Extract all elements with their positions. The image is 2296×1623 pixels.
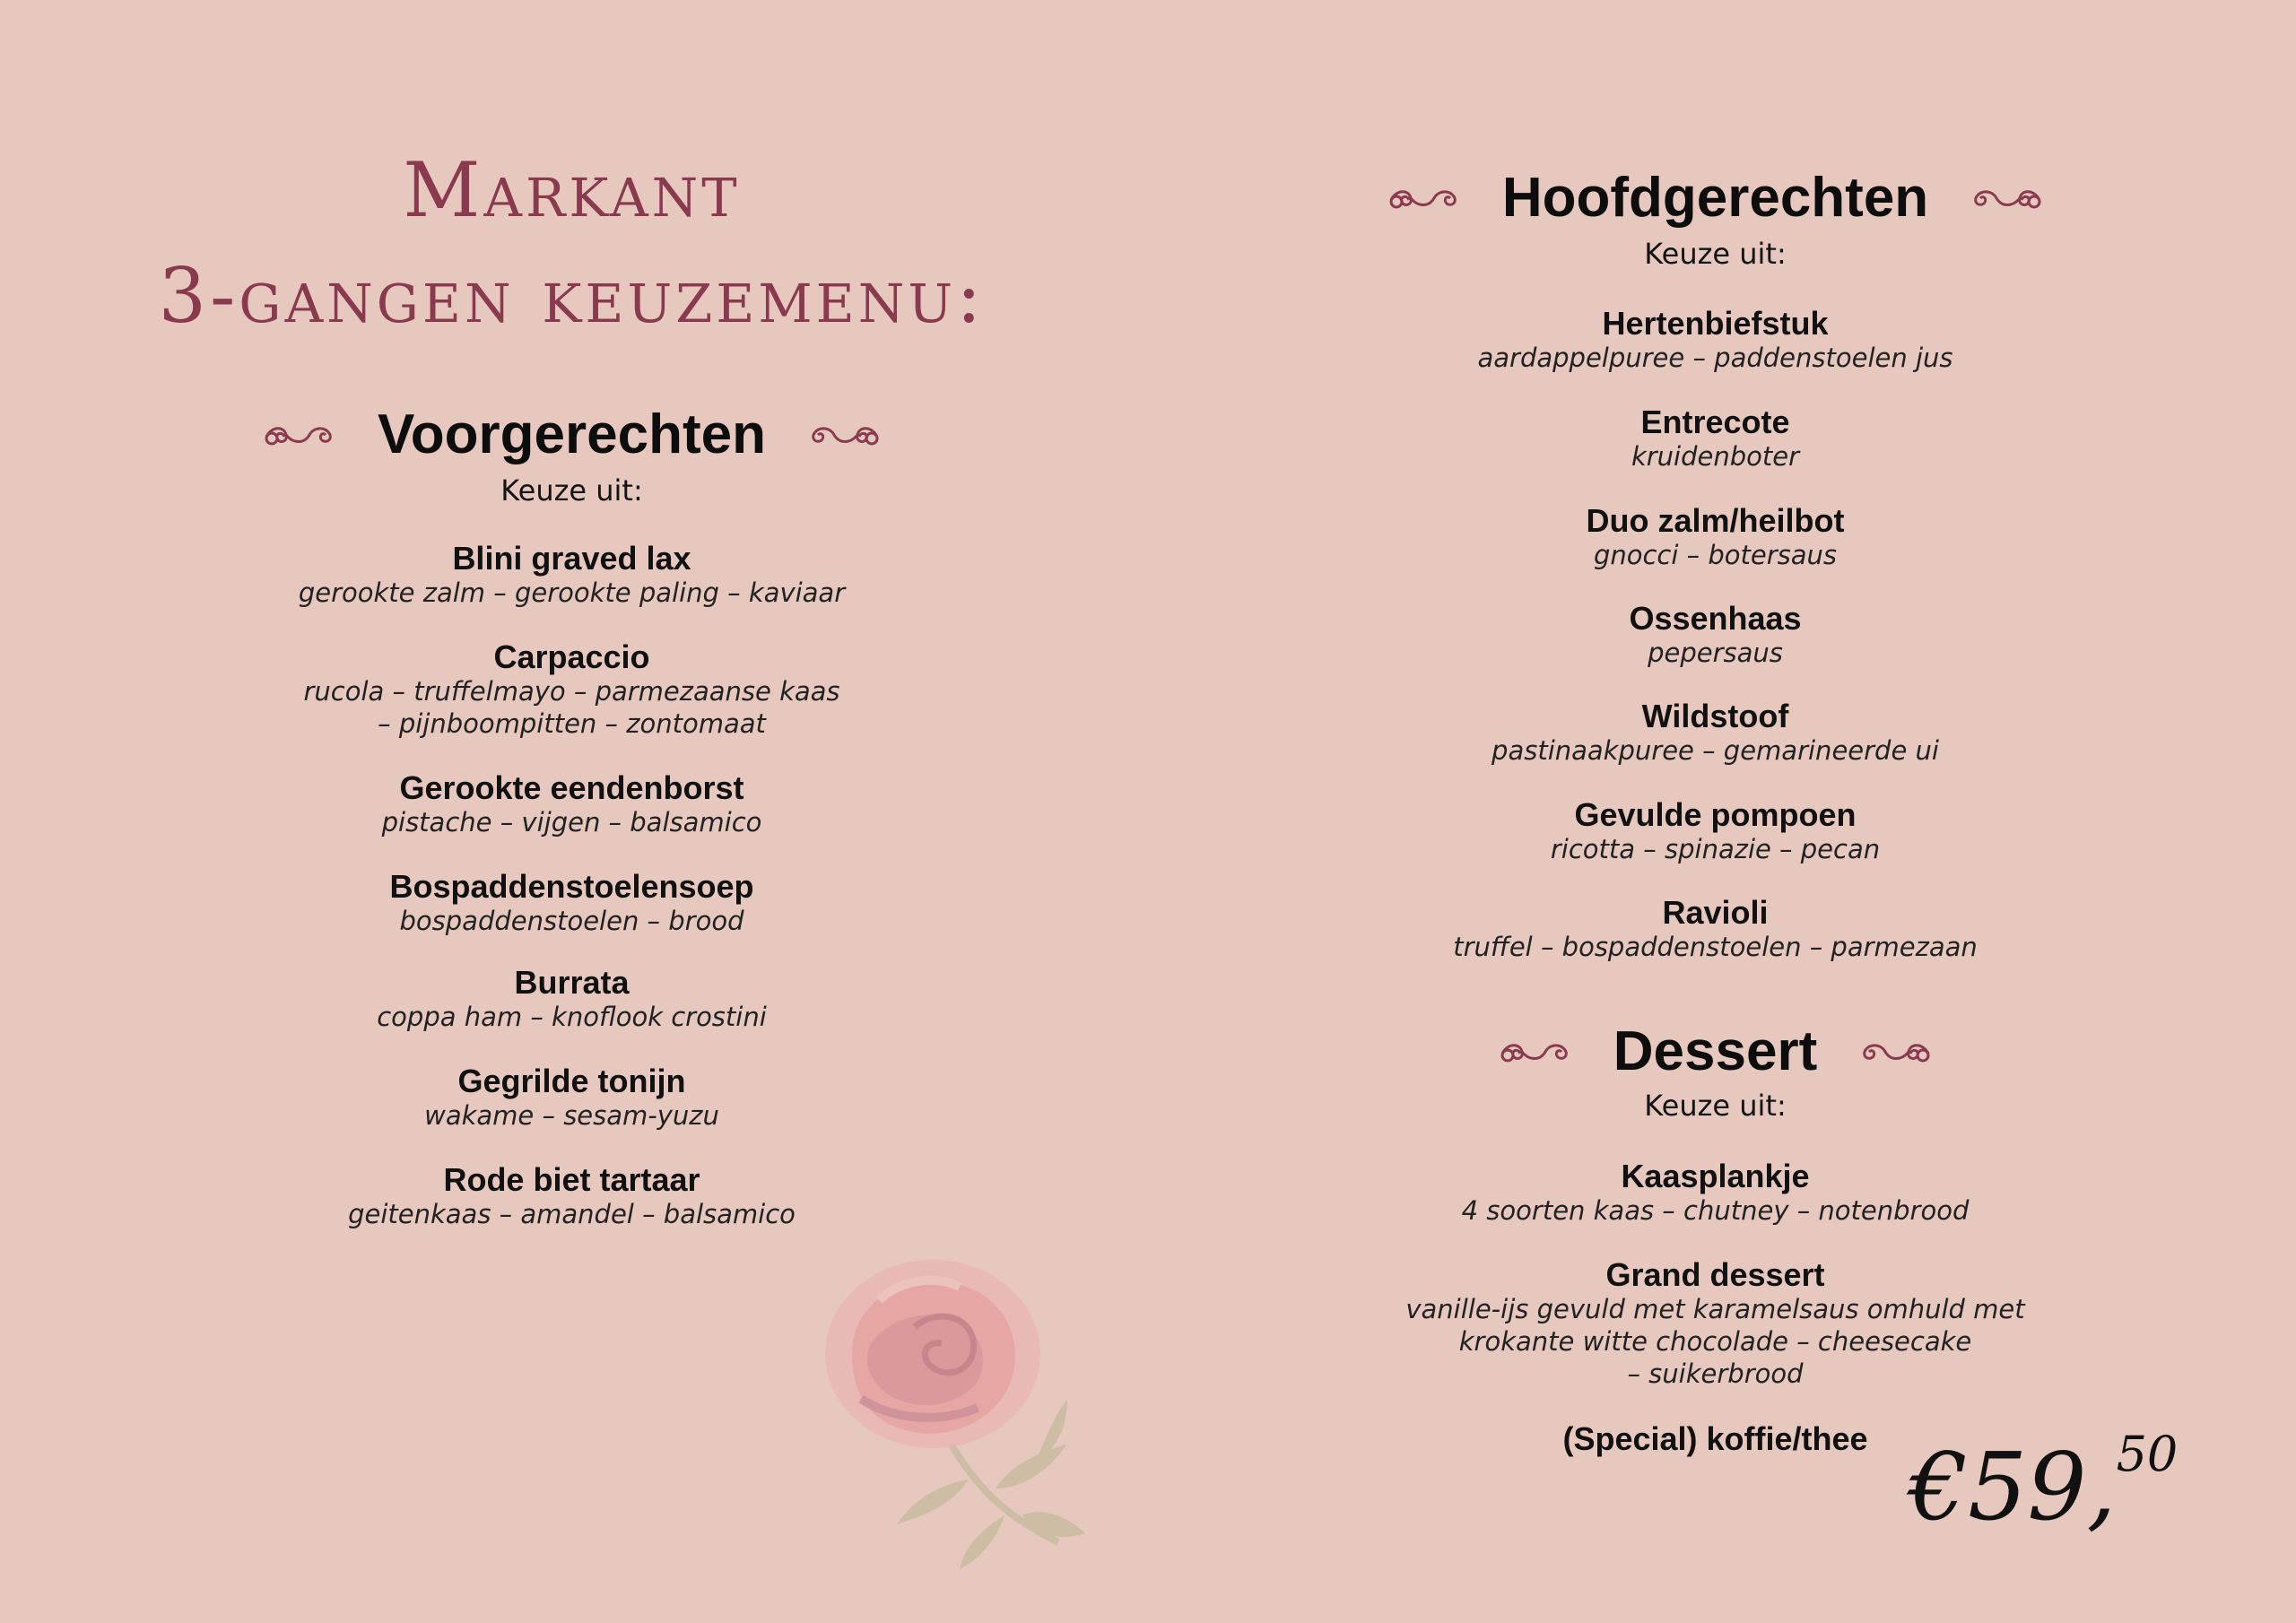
price-main: €59,: [1909, 1432, 2117, 1541]
item-name: Burrata: [514, 964, 630, 1001]
mains-title: Hoofdgerechten: [1501, 167, 1929, 229]
item-description: ricotta – spinazie – pecan: [1550, 834, 1881, 864]
item-description: gerookte zalm – gerookte paling – kaviaar: [298, 577, 846, 608]
item-description: pastinaakpuree – gemarineerde ui: [1492, 735, 1939, 766]
item-name: Wildstoof: [1641, 698, 1789, 734]
rose-illustration: [798, 1246, 1121, 1587]
menu-item: [1144, 1159, 2287, 1227]
item-description: coppa ham – knoflook crostini: [377, 1002, 767, 1032]
item-name: Entrecote: [1640, 404, 1790, 440]
menu-item: [0, 639, 1144, 740]
menu-item: [1144, 404, 2287, 473]
dessert-title: Dessert: [1613, 1020, 1818, 1082]
menu-item: [1144, 503, 2287, 571]
restaurant-name: Markant: [403, 146, 741, 234]
flourish-right-icon: [804, 417, 881, 453]
menu-item: [0, 770, 1144, 838]
item-name: Grand dessert: [1605, 1256, 1825, 1293]
item-name: Gegrilde tonijn: [457, 1063, 686, 1099]
item-description: aardappelpuree – paddenstoelen jus: [1477, 343, 1953, 373]
item-description: bospaddenstoelen – brood: [399, 906, 744, 936]
menu-price: [1909, 1426, 2178, 1541]
menu-item: [0, 1162, 1144, 1230]
menu-item: [0, 541, 1144, 609]
item-description: gnocci – botersaus: [1593, 540, 1838, 570]
item-description: rucola – truffelmayo – parmezaanse kaas – pijnboompitten – zontomaat: [303, 676, 840, 739]
item-name: Bospaddenstoelensoep: [389, 868, 754, 905]
item-name: Kaasplankje: [1621, 1158, 1810, 1194]
flourish-right-icon: [1855, 1034, 1932, 1070]
item-name: (Special) koffie/thee: [1562, 1420, 1868, 1457]
mains-intro: Keuze uit:: [1644, 237, 1787, 271]
flourish-left-icon: [1499, 1034, 1576, 1070]
menu-item: [1144, 895, 2287, 963]
item-description: kruidenboter: [1631, 441, 1800, 472]
dessert-intro: Keuze uit:: [1644, 1089, 1787, 1123]
menu-item: [0, 1063, 1144, 1132]
menu-item: [1144, 797, 2287, 865]
item-name: Ossenhaas: [1629, 600, 1802, 637]
item-description: geitenkaas – amandel – balsamico: [348, 1199, 796, 1229]
item-name: Ravioli: [1662, 894, 1769, 931]
item-description: 4 soorten kaas – chutney – notenbrood: [1461, 1195, 1970, 1226]
mains-header: [1144, 167, 2287, 230]
flourish-left-icon: [263, 417, 340, 453]
item-description: wakame – sesam-yuzu: [424, 1100, 719, 1131]
item-name: Rode biet tartaar: [443, 1161, 700, 1198]
menu-item: [1144, 1257, 2287, 1390]
menu-item: [1144, 306, 2287, 374]
item-description: pepersaus: [1648, 638, 1783, 668]
menu-item: [1144, 699, 2287, 767]
item-description: pistache – vijgen – balsamico: [381, 807, 762, 838]
menu-subtitle: 3-gangen keuzemenu:: [158, 252, 986, 340]
item-name: Carpaccio: [493, 638, 650, 675]
item-description: truffel – bospaddenstoelen – parmezaan: [1453, 932, 1978, 962]
menu-item: [1144, 601, 2287, 669]
item-name: Gerookte eendenborst: [399, 769, 744, 806]
item-name: Blini graved lax: [452, 540, 691, 577]
flourish-right-icon: [1966, 180, 2043, 216]
item-description: vanille-ijs gevuld met karamelsaus omhuld met krokante witte chocolade – cheesecake – suikerbrood: [1405, 1294, 2025, 1389]
price-cents: 50: [2116, 1426, 2179, 1482]
menu-item: [0, 869, 1144, 937]
starters-header: [0, 404, 1144, 466]
dessert-header: [1144, 1020, 2287, 1083]
starters-intro: Keuze uit:: [500, 473, 643, 508]
flourish-left-icon: [1387, 180, 1465, 216]
item-name: Gevulde pompoen: [1574, 796, 1857, 833]
item-name: Duo zalm/heilbot: [1586, 502, 1845, 539]
menu-item: [0, 965, 1144, 1033]
item-name: Hertenbiefstuk: [1602, 305, 1829, 342]
starters-title: Voorgerechten: [378, 404, 766, 465]
